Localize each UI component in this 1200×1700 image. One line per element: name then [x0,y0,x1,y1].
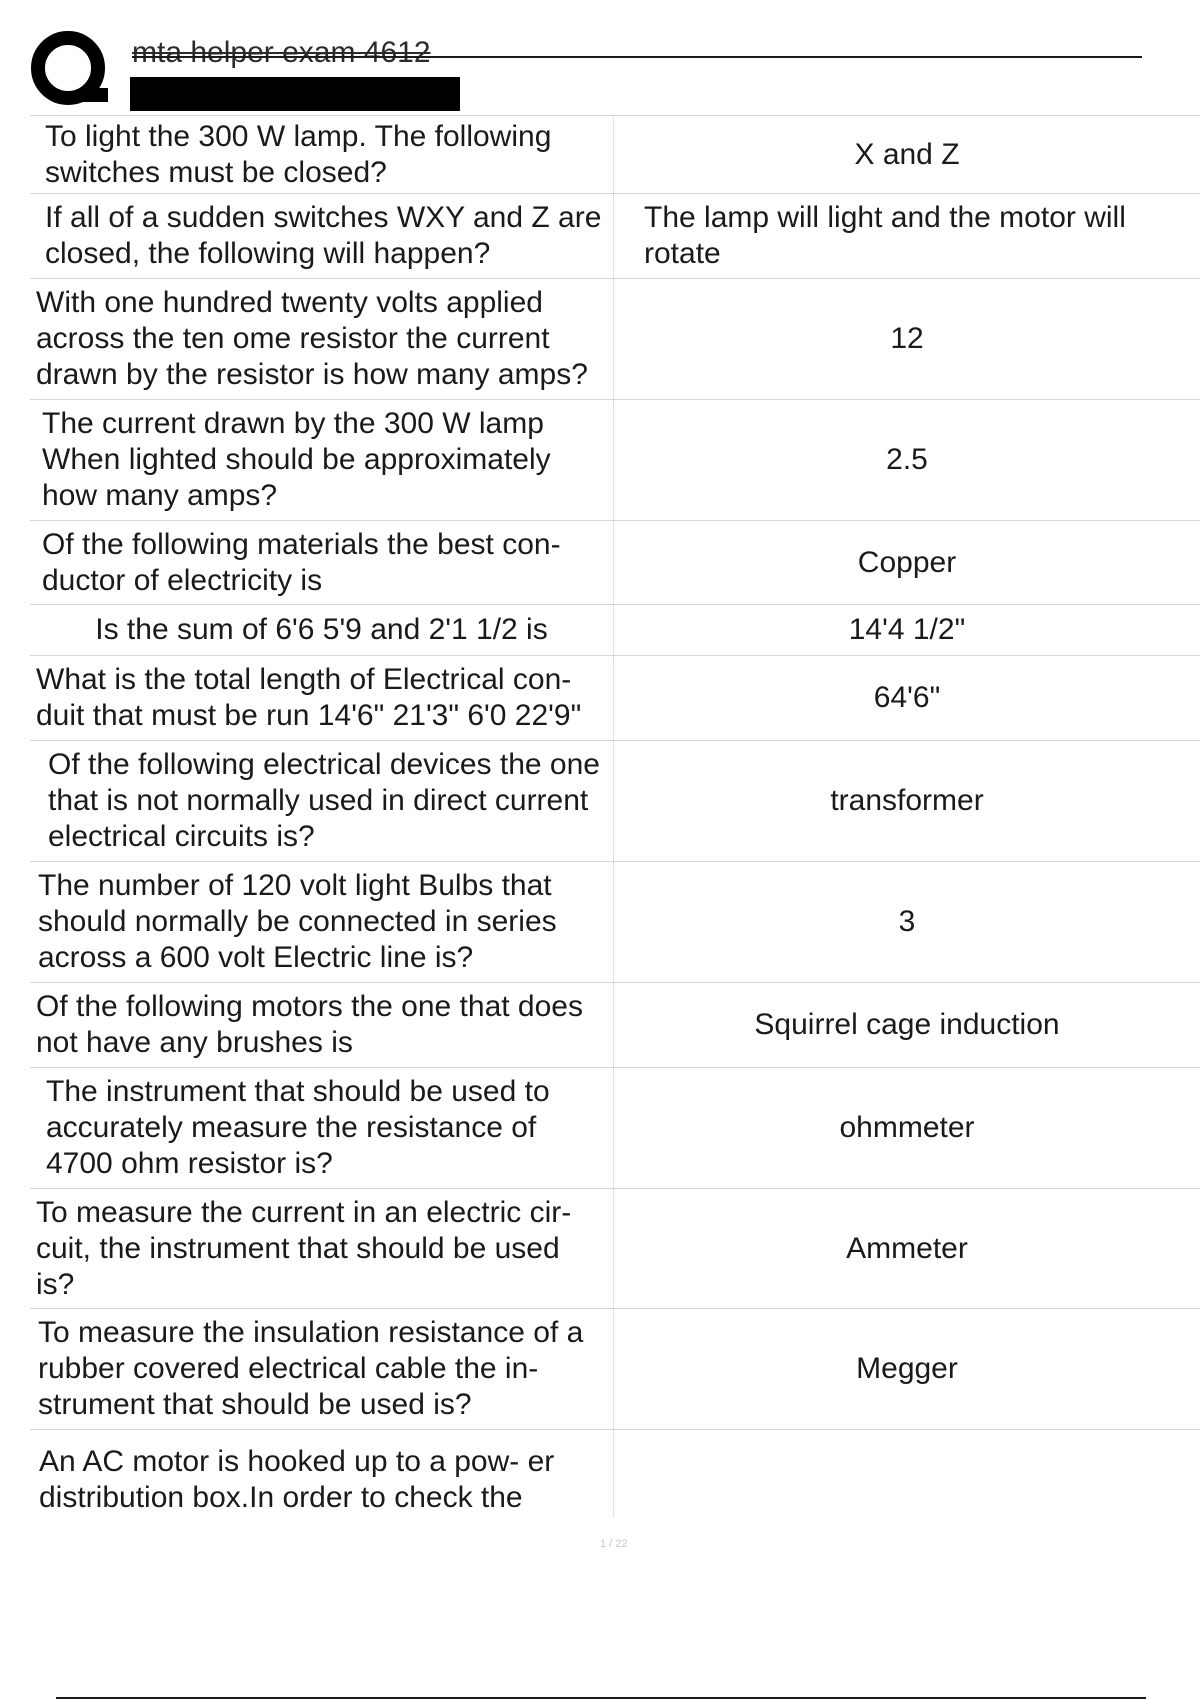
question-text: What is the total length of Electrical con- duit that must be run 14'6" 21'3" 6'0 22'9" [36,663,582,732]
answer-text: transformer [830,784,984,817]
question-cell [30,1430,614,1517]
question-text: Is the sum of 6'6 5'9 and 2'1 1/2 is [95,613,548,646]
answer-text: 14'4 1/2" [848,613,966,646]
table-row [30,604,1200,655]
title-underline [132,56,1142,58]
table-row [30,1308,1200,1429]
question-cell [30,1068,614,1188]
answer-text: Copper [857,545,957,579]
table-row [30,655,1200,740]
question-cell [30,741,614,861]
document-title: mta helper exam 4612 [132,36,431,69]
table-row [30,193,1200,278]
question-text: The instrument that should be used to accurately measure the resistance of 4700 ohm resistor is? [46,1075,550,1180]
answer-text: Megger [856,1352,958,1385]
question-text: To measure the insulation resistance of a rubber covered electrical cable the in- strument that should be used is? [38,1316,584,1421]
question-cell [30,1309,614,1429]
table-row [30,115,1200,193]
question-cell [30,279,614,399]
table-row [30,982,1200,1067]
question-cell [30,194,614,278]
question-cell [30,656,614,740]
answer-text: 64'6" [873,681,941,714]
answer-cell [614,521,1200,604]
answer-cell [614,605,1200,655]
answer-text: 12 [890,322,924,355]
answer-cell [614,116,1200,193]
answer-text: X and Z [854,137,960,171]
question-cell [30,983,614,1067]
answer-cell [614,862,1200,982]
table-row [30,1188,1200,1308]
question-cell [30,862,614,982]
table-row [30,861,1200,982]
question-text: The current drawn by the 300 W lamp When lighted should be approximately how many amps? [42,407,551,512]
answer-cell [614,1430,1200,1517]
question-text: Of the following electrical devices the one that is not normally used in direct current electrical circuits is? [48,748,600,853]
question-cell [30,521,614,604]
quizlet-logo-icon [30,30,110,110]
question-text: Of the following motors the one that does not have any brushes is [36,990,583,1059]
document-header [0,0,1200,118]
table-row [30,740,1200,861]
footer-rule [56,1697,1146,1699]
question-cell [30,116,614,193]
question-text: An AC motor is hooked up to a pow- er distribution box.In order to check the [39,1445,555,1514]
answer-text: 2.5 [886,443,928,476]
question-text: To light the 300 W lamp. The following switches must be closed? [45,119,552,189]
question-cell [30,605,614,655]
question-text: To measure the current in an electric cir- cuit, the instrument that should be used is? [36,1195,572,1301]
answer-cell [614,400,1200,520]
answer-text: Squirrel cage induction [754,1008,1060,1041]
answer-cell [614,983,1200,1067]
flashcard-table [30,115,1200,1517]
question-text: Of the following materials the best con- ductor of electricity is [42,527,561,597]
answer-cell [614,1309,1200,1429]
answer-text: ohmmeter [839,1111,975,1144]
question-text: With one hundred twenty volts applied across the ten ome resistor the current drawn by the resistor is how many amps? [36,286,588,391]
answer-cell [614,741,1200,861]
answer-text: Ammeter [846,1231,968,1265]
redacted-author-bar [130,77,460,111]
table-row [30,1067,1200,1188]
question-text: If all of a sudden switches WXY and Z are closed, the following will happen? [45,201,602,270]
answer-cell [614,194,1200,278]
table-row [30,520,1200,604]
question-cell [30,1189,614,1308]
answer-cell [614,279,1200,399]
question-cell [30,400,614,520]
answer-text: The lamp will light and the motor will rotate [644,201,1126,270]
table-row [30,278,1200,399]
answer-cell [614,656,1200,740]
table-row [30,399,1200,520]
answer-text: 3 [898,905,916,938]
question-text: The number of 120 volt light Bulbs that should normally be connected in series across a 600 volt Electric line is? [38,869,557,974]
table-row [30,1429,1200,1517]
page-indicator: 1 / 22 [600,1538,628,1550]
answer-cell [614,1068,1200,1188]
answer-cell [614,1189,1200,1308]
